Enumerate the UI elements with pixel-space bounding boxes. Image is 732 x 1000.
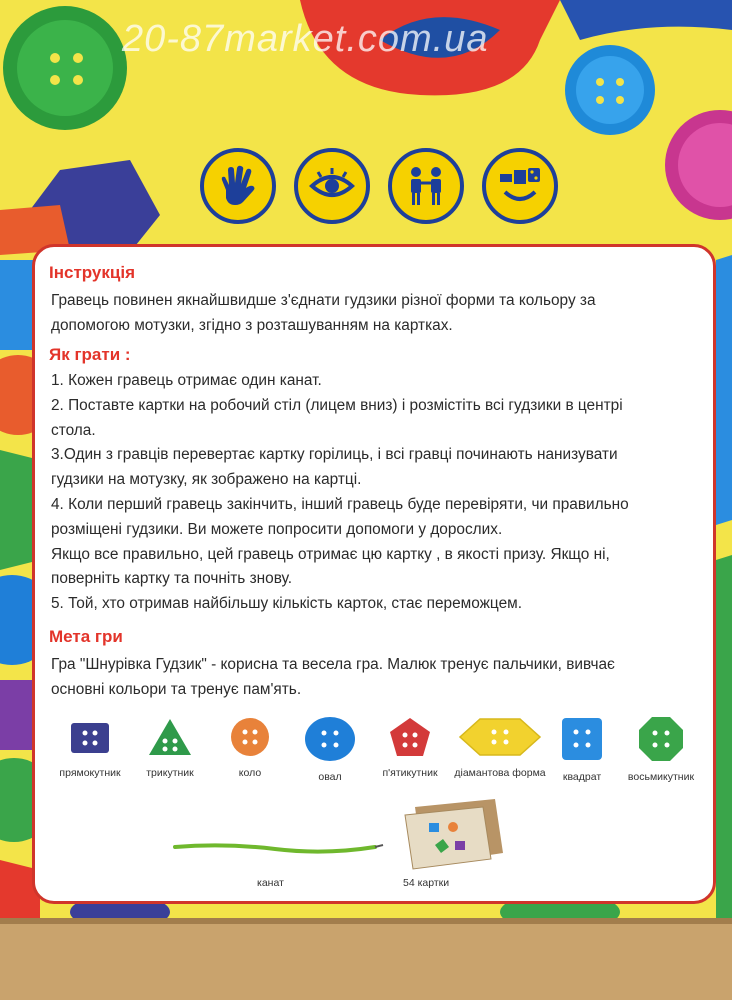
shape-label: п'ятикутник bbox=[382, 767, 438, 779]
rectangle-button-icon bbox=[65, 715, 115, 759]
rule-line: стола. bbox=[51, 421, 96, 439]
shape-fill bbox=[231, 718, 269, 756]
shape-circle bbox=[205, 715, 295, 779]
box-cardboard bbox=[0, 918, 732, 1000]
how-to-play-title: Як грати : bbox=[49, 345, 131, 364]
instructions-line: допомогою мотузки, згідно з розташуванням на картках. bbox=[51, 316, 453, 334]
instruction-panel bbox=[32, 244, 716, 904]
hand-icon bbox=[200, 148, 276, 224]
button-shapes-row bbox=[35, 715, 719, 815]
rule-line: 2. Поставте картки на робочий стіл (лицем вниз) і розмістіть всі гудзики в центрі bbox=[51, 396, 623, 414]
shape-label: квадрат bbox=[562, 771, 602, 783]
octagon-button-icon bbox=[636, 715, 686, 763]
shape-octagon bbox=[611, 715, 711, 783]
rule-line: гудзики на мотузку, як зображено на картці. bbox=[51, 471, 362, 489]
instructions-body bbox=[51, 289, 699, 339]
shape-triangle bbox=[125, 715, 215, 779]
oval-button-icon bbox=[302, 715, 358, 763]
cards-label: 54 картки bbox=[403, 877, 450, 889]
shape-label: прямокутник bbox=[59, 767, 121, 779]
rule-line: 1. Кожен гравець отримає один канат. bbox=[51, 372, 322, 389]
instructions-line: Гравець повинен якнайшвидше з'єднати гудзики різної форми та кольору за bbox=[51, 292, 596, 309]
shape-fill bbox=[562, 718, 602, 760]
rule-line: 4. Коли перший гравець закінчить, інший гравець буде перевіряти, чи правильно bbox=[51, 495, 629, 513]
shape-oval bbox=[285, 715, 375, 783]
how-to-play-body bbox=[51, 369, 699, 617]
shape-fill bbox=[390, 718, 430, 756]
goal-line: Гра "Шнурівка Гудзик" - корисна та весела гра. Малюк тренує пальчики, вивчає bbox=[51, 656, 615, 673]
watermark: 20-87market.com.ua bbox=[122, 18, 489, 60]
goal-title: Мета гри bbox=[49, 627, 123, 646]
shape-label: трикутник bbox=[146, 767, 194, 779]
triangle-button-icon bbox=[145, 715, 195, 759]
shape-fill bbox=[305, 717, 355, 761]
instructions-title: Інструкція bbox=[49, 263, 135, 282]
rule-line: поверніть картку та почніть знову. bbox=[51, 570, 292, 588]
goal-line: основні кольори та тренує пам'ять. bbox=[51, 680, 302, 698]
shape-pentagon bbox=[365, 715, 455, 779]
rope-label: канат bbox=[257, 877, 284, 889]
shape-label: восьмикутник bbox=[627, 771, 695, 783]
smile-puzzle-icon bbox=[482, 148, 558, 224]
rule-line: 5. Той, хто отримав найбільшу кількість карток, стає переможцем. bbox=[51, 595, 522, 613]
shape-rectangle bbox=[45, 715, 135, 779]
shape-fill bbox=[639, 717, 683, 761]
shape-label: овал bbox=[318, 771, 342, 783]
circle-button-icon bbox=[225, 715, 275, 759]
shape-label: діамантова форма bbox=[454, 767, 546, 779]
rule-line: 3.Один з гравців перевертає картку горілиць, і всі гравці починають нанизувати bbox=[51, 446, 618, 464]
rope-icon bbox=[165, 827, 385, 867]
shape-fill bbox=[460, 719, 540, 755]
children-icon bbox=[388, 148, 464, 224]
feature-icons bbox=[200, 148, 560, 224]
box-cardboard-edge bbox=[0, 918, 732, 924]
shape-fill bbox=[71, 723, 109, 753]
square-button-icon bbox=[557, 715, 607, 763]
cards-icon bbox=[395, 797, 505, 873]
rule-line: Якщо все правильно, цей гравець отримає цю картку , в якості призу. Якщо ні, bbox=[51, 545, 610, 563]
goal-body bbox=[51, 653, 699, 703]
diamond-button-icon bbox=[458, 715, 542, 759]
shape-label: коло bbox=[238, 767, 262, 779]
eye-icon bbox=[294, 148, 370, 224]
pentagon-button-icon bbox=[385, 715, 435, 759]
rule-line: розміщені гудзики. Ви можете попросити допомоги у дорослих. bbox=[51, 520, 503, 538]
shape-fill bbox=[149, 719, 191, 755]
